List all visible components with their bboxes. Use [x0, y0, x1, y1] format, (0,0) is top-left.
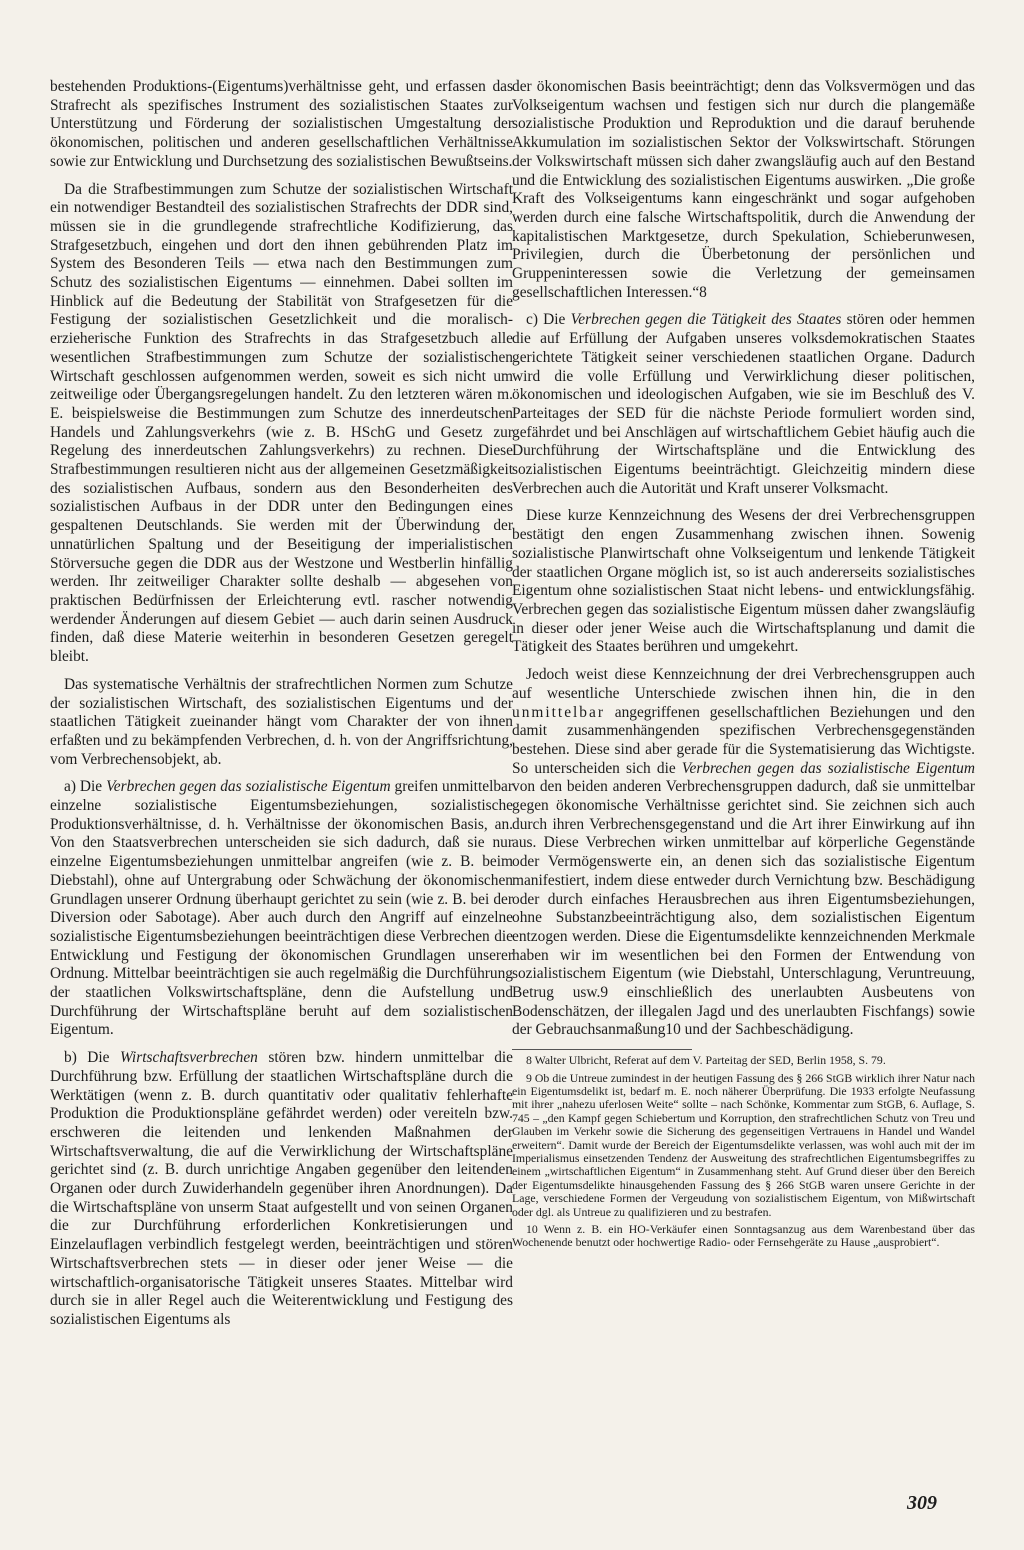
text-run: Jedoch weist diese Kennzeichnung der drei Verbrechensgruppen auch auf wesentliche Unterschiede zwischen ihnen hin, die in den: [512, 666, 975, 702]
paragraph: Das systematische Verhältnis der strafrechtlichen Normen zum Schutze der sozialistischen Wirtschaft, des sozialistischen Eigentums und der staatlichen Tätigkeit zueinander hängt vom Charakter der von ihnen erfaßten und zu bekämpfenden Verbrechen, d. h. von der Angriffsrichtung, vom Verbrechensobjekt, ab.: [50, 675, 513, 768]
right-column: [512, 78, 975, 1254]
paragraph: Diese kurze Kennzeichnung des Wesens der drei Verbrechensgruppen bestätigt den engen Zusammenhang zwischen ihnen. Sowenig sozialistische Planwirtschaft ohne Volkseigentum und lenkende Tätigkeit der staatlichen Organe möglich ist, so ist auch andererseits sozialistisches Eigentum ohne sozialistischen Staat nicht lebens- und entwicklungsfähig. Verbrechen gegen das sozialistische Eigentum müssen daher zwangsläufig in dieser oder jener Weise auch die Wirtschaftsplanung und damit die Tätigkeit des Staates berühren und umgekehrt.: [512, 507, 975, 656]
paragraph-b: [50, 1049, 513, 1330]
italic-heading: Verbrechen gegen das sozialistische Eigentum: [106, 778, 391, 796]
text-run: angegriffenen gesellschaftlichen Beziehungen und den damit zusammenhängenden spezifischen Verbrechensgegenständen bestehen. Diese sind aber gerade für die Systematisierung das Wichtigste. So unterscheiden sich die: [512, 703, 975, 777]
paragraph-a: [50, 778, 513, 1040]
paragraph-c: [512, 311, 975, 498]
left-column: [50, 78, 513, 1339]
text-run: c) Die: [526, 311, 571, 329]
text-run: b) Die: [64, 1049, 120, 1067]
paragraph: der ökonomischen Basis beeinträchtigt; denn das Volksvermögen und das Volkseigentum wachsen und festigen sich nur durch die plangemäße sozialistische Produktion und Reproduktion und die darauf beruhende Akkumulation im sozialistischen Sektor der Volkswirtschaft. Störungen der Volkswirtschaft müssen sich daher zwangsläufig auch auf den Bestand und die Entwicklung des sozialistischen Eigentums auswirken. „Die große Kraft des Volkseigentums kann eingeschränkt und sogar aufgehoben werden durch eine falsche Wirtschaftspolitik, durch die Anwendung der kapitalistischen Marktgesetze, durch Spekulation, Schieberunwesen, Privilegien, durch die Überbetonung der persönlichen und Gruppeninteressen sowie die Verletzung der gemeinsamen gesellschaftlichen Interessen.“8: [512, 78, 975, 301]
paragraph: Da die Strafbestimmungen zum Schutze der sozialistischen Wirtschaft ein notwendiger Bestandteil des sozialistischen Strafrechts der DDR sind, müssen sie in die grundlegende strafrechtliche Kodifizierung, das Strafgesetzbuch, eingehen und dort den ihnen gebührenden Platz im System des Besonderen Teils — etwa nach den Bestimmungen zum Schutz des sozialistischen Eigentums — einnehmen. Dabei sollten im Hinblick auf die Bedeutung der Stabilität von Strafgesetzen für die Festigung der sozialistischen Gesetzlichkeit und die moralisch-erzieherische Funktion des Strafrechts in das Strafgesetzbuch alle wesentlichen Strafbestimmungen zum Schutze der sozialistischen Wirtschaft geschlossen aufgenommen werden, soweit es sich nicht um zeitweilige oder Übergangsregelungen handelt. Zu den letzteren wären m. E. beispielsweise die Bestimmungen zum Schutze des innerdeutschen Handels und Zahlungsverkehrs (wie z. B. HSchG und Gesetz zur Regelung des innerdeutschen Zahlungsverkehrs) zu rechnen. Diese Strafbestimmungen resultieren nicht aus der allgemeinen Gesetzmäßigkeit des sozialistischen Aufbaus, sondern aus den Besonderheiten des sozialistischen Aufbaus in der DDR unter den Bedingungen eines gespaltenen Deutschlands. Sie werden mit der Überwindung der unnatürlichen Spaltung und der Beseitigung der imperialistischen Störversuche gegen die DDR aus der Westzone und Westberlin hinfällig werden. Ihr zeitweiliger Charakter sollte deshalb — abgesehen von praktischen Bedürfnissen der Erleichterung evtl. rascher notwendig werdender Änderungen auf diesem Gebiet — auch darin seinen Ausdruck finden, daß diese Materie weiterhin in besonderen Gesetzen geregelt bleibt.: [50, 180, 513, 666]
footnotes: [512, 1054, 975, 1250]
spaced-emphasis: unmittelbar: [512, 703, 605, 721]
italic-heading: Verbrechen gegen die Tätigkeit des Staates: [570, 311, 842, 329]
italic-heading: Verbrechen gegen das sozialistische Eigentum: [681, 759, 975, 777]
footnote-8: 8 Walter Ulbricht, Referat auf dem V. Parteitag der SED, Berlin 1958, S. 79.: [526, 1053, 886, 1068]
text-run: stören bzw. hindern unmittelbar die Durchführung bzw. Erfüllung der staatlichen Wirtschaftspläne durch die Werktätigen (wenn z. B. durch quantitativ oder qualitativ fehlerhafte Produktion die Produktionspläne gefährdet werden) oder vereiteln bzw. erschweren die leitenden und lenkenden Maßnahmen der Wirtschaftsverwaltung, die auf die Verwirklichung der Wirtschaftspläne gerichtet sind (z. B. durch unrichtige Angaben gegenüber den leitenden Organen oder durch Zuwiderhandeln gegenüber ihren Anordnungen). Da die Wirtschaftspläne von unserm Staat aufgestellt und von seinen Organen die zur Durchführung erforderlichen Konkretisierungen und Einzelauflagen verbindlich festgelegt werden, beeinträchtigen und stören Wirtschaftsverbrechen stets — in dieser oder jener Weise — die wirtschaftlich-organisatorische Tätigkeit unseres Staates. Mittelbar wird durch sie in aller Regel auch die Weiterentwicklung und Festigung des sozialistischen Eigentums als: [50, 1049, 513, 1328]
paragraph: bestehenden Produktions-(Eigentums)verhältnisse geht, und erfassen das Strafrecht als spezifisches Instrument des sozialistischen Staates zur Unterstützung und Förderung der sozialistischen Umgestaltung der ökonomischen, politischen und anderen gesellschaftlichen Verhältnisse sowie zur Entwicklung und Durchsetzung des sozialistischen Bewußtseins.: [50, 78, 513, 170]
paragraph: [512, 666, 975, 1040]
footnote-9: 9 Ob die Untreue zumindest in der heutigen Fassung des § 266 StGB wirklich ihrer Natur nach ein Eigentumsdelikt ist, bedarf m. E. noch näherer Überprüfung. Die 1933 erfolgte Neufassung mit ihrer „nahezu uferlosen Weite“ sollte – nach Schönke, Kommentar zum StGB, 6. Auflage, S. 745 – „den Kampf gegen Schiebertum und Korruption, den strafrechtlichen Schutz von Treu und Glauben im Verkehr sowie die Sicherung des gegenseitigen Vertrauens in Handel und Wandel erweitern“. Damit wurde der Bereich der Eigentumsdelikte verlassen, was wohl auch mit der im Imperialismus einsetzenden Tendenz der Ausweitung des strafrechtlichen Eigentumsbegriffes zu einem „wirtschaftlichen Eigentum“ in Zusammenhang steht. Auf Grund dieser über den Bereich der Eigentumsdelikte hinausgehenden Fassung des § 266 StGB waren unsere Gerichte in der Lage, verschiedene Formen der Vergeudung von sozialistischem Eigentum, von Mißwirtschaft oder dgl. als Untreue zu qualifizieren und zu bestrafen.: [512, 1070, 975, 1219]
page-number: 309: [907, 1492, 937, 1514]
text-run: greifen unmittelbar einzelne sozialistische Eigentumsbeziehungen, sozialistische Produktionsverhältnisse, d. h. Verhältnisse der ökonomischen Basis, an. Von den Staatsverbrechen unterscheiden sie sich dadurch, daß sie nur einzelne Eigentumsbeziehungen unmittelbar angreifen (wie z. B. beim Diebstahl), ohne auf Untergrabung oder Schwächung der ökonomischen Grundlagen unserer Ordnung überhaupt gerichtet zu sein (wie z. B. bei der Diversion oder Sabotage). Aber auch durch den Angriff auf einzelne sozialistische Eigentumsbeziehungen beeinträchtigen diese Verbrechen die Entwicklung und Festigung der ökonomischen Grundlagen unserer Ordnung. Mittelbar beeinträchtigen sie auch regelmäßig die Durchführung der staatlichen Volkswirtschaftspläne, denn die Aufstellung und Durchführung der Wirtschaftspläne beruht auf dem sozialistischen Eigentum.: [50, 778, 513, 1039]
text-run: stören oder hemmen die auf Erfüllung der Aufgaben unseres volksdemokratischen Staates gerichtete Tätigkeit seiner verschiedenen staatlichen Organe. Dadurch wird die volle Erfüllung und Verwirklichung dieser politischen, ökonomischen und ideologischen Aufgaben, wie sie im Beschluß des V. Parteitages der SED für die nächste Periode formuliert worden sind, gefährdet und bei Anschlägen auf wirtschaftlichem Gebiet häufig auch die Durchführung der Wirtschaftspläne und die Entwicklung des sozialistischen Eigentums beeinträchtigt. Gleichzeitig mindern diese Verbrechen auch die Autorität und Kraft unserer Volksmacht.: [512, 311, 976, 497]
italic-heading: Wirtschaftsverbrechen: [119, 1049, 258, 1067]
text-run: von den beiden anderen Verbrechensgruppen dadurch, daß sie unmittelbar gegen ökonomische Verhältnisse gerichtet sind. Sie zeichnen sich auch durch ihren Verbrechensgegenstand und die Art ihrer Einwirkung auf ihn aus. Diese Verbrechen wirken unmittelbar auf körperliche Gegenstände oder Vermögenswerte ein, an denen sich das sozialistische Eigentum manifestiert, indem diese entweder durch Vernichtung bzw. Beschädigung oder durch einfaches Herausbrechen aus ihren Eigentumsbeziehungen, ohne Substanzbeeinträchtigung also, dem sozialistischen Eigentum entzogen werden. Diese die Eigentumsdelikte kennzeichnenden Merkmale haben wir im wesentlichen bei den Formen der Entwendung von sozialistischem Eigentum (wie Diebstahl, Unterschlagung, Veruntreuung, Betrug usw.9 einschließlich des unerlaubten Ausbeutens von Bodenschätzen, der illegalen Jagd und des unerlaubten Fischfangs) sowie der Gebrauchsanmaßung10 und der Sachbeschädigung.: [512, 778, 975, 1039]
footnote-10: 10 Wenn z. B. ein HO-Verkäufer einen Sonntagsanzug aus dem Warenbestand über das Wochenende benutzt oder hochwertige Radio- oder Fernsehgeräte zu Hause „ausprobiert“.: [512, 1222, 975, 1250]
text-run: a) Die: [64, 778, 107, 796]
